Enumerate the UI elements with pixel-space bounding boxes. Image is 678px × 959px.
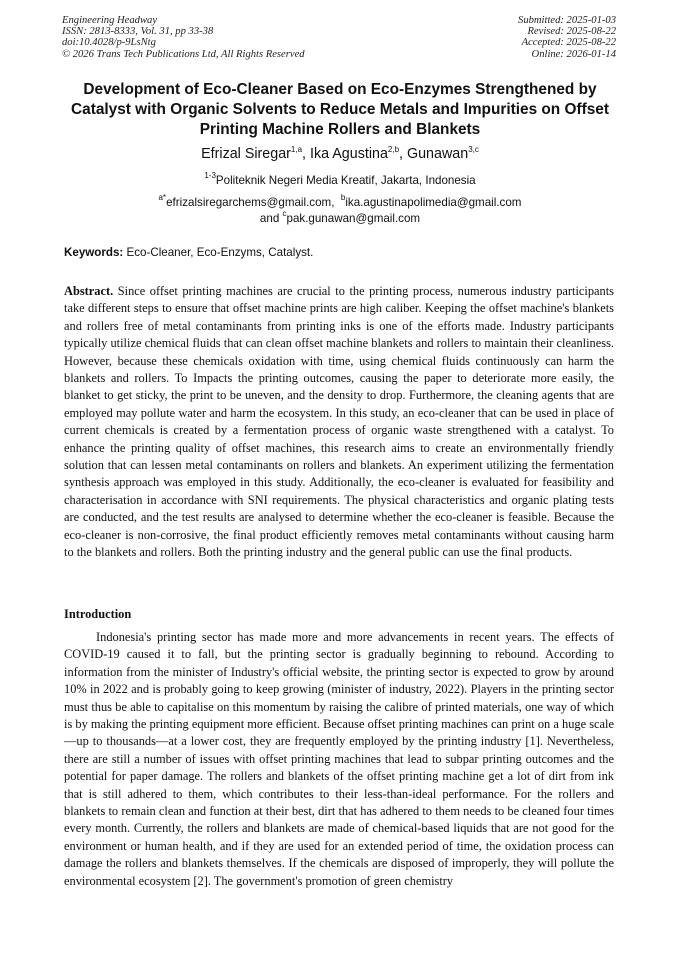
email-link[interactable]: ika.agustinapolimedia@gmail.com bbox=[345, 196, 522, 209]
affiliation-text: Politeknik Negeri Media Kreatif, Jakarta, Indonesia bbox=[215, 174, 476, 187]
introduction-paragraph: Indonesia's printing sector has made more and more advancements in recent years. The effects of COVID-19 caused it to fall, but the printing sector is gradually beginning to rebound. According to information from the minister of Industry's official website, the printing sector is expected to grow by around 10% in 2022 and is probably going to keep growing (minister of industry, 2022). Players in the printing sector must thus be able to capitalise on this momentum by raising the calibre of printed materials, one way of which is by making the printing equipment more efficient. Because offset printing machines can print on a huge scale—up to thousands—at a lower cost, they are frequently employed by the printing industry [1]. Nevertheless, there are still a number of issues with offset printing machines that lead to subpar printing outcomes and the potential for paper damage. The rollers and blankets of the offset printing machine get a lot of dirt from ink that is still adhered to them, which contributes to their less-than-ideal performance. For the rollers and blankets to remain clean and function at their best, dirt that has adhered to them needs to be cleaned four times every month. Currently, the rollers and blankets are made of chemical-based liquids that are not good for the environment or human health, and if they are used for an extended period of time, the oxidation process can damage the rollers and blankets themselves. If the chemicals are disposed of improperly, they will pollute the environmental ecosystem [2]. The government's promotion of green chemistry bbox=[64, 630, 614, 888]
author-name: Ika Agustina bbox=[310, 146, 388, 162]
affiliation bbox=[55, 171, 625, 188]
email-link[interactable]: pak.gunawan@gmail.com bbox=[286, 212, 421, 225]
paper-title: Development of Eco-Cleaner Based on Eco-Enzymes Strengthened by Catalyst with Organic Solvents to Reduce Metals and Impurities on Offset Printing Machine Rollers and Blankets bbox=[71, 81, 609, 138]
affiliation-sup: 1-3 bbox=[204, 171, 216, 180]
author-sup: 1,a bbox=[290, 145, 303, 154]
abstract-text: Since offset printing machines are crucial to the printing process, numerous industry participants take different steps to ensure that offset machine prints are high caliber. Keeping the offset machine's blankets and rollers free of metal contaminants from printing inks is one of the efforts made. Industry participants typically utilize chemical fluids that can clean offset machine blankets and rollers to maintain their cleanliness. However, because these chemicals oxidation with time, using chemical fluids continuously can harm the blankets and rollers. To Impacts the printing outcomes, causing the paper to deteriorate more easily, the blanket to get sticky, the print to be uneven, and the density to drop. Furthermore, the cleaning agents that are employed may pollute water and harm the ecosystem. In this study, an eco-cleaner that can be used in place of current chemicals is created by a fermentation process of organic waste strengthened with a catalyst. To enhance the printing quality of offset machines, this research aims to create an environmentally friendly solution that can lessen metal contaminants on rollers and blankets. An experiment utilizing the fermentation synthesis approach was employed in this study. Additionally, the eco-cleaner is evaluated for feasibility and characterisation in accordance with SNI requirements. The physical characteristics and organic plating tests are conducted, and the test results are analysed to determine whether the eco-cleaner is feasible. Because the eco-cleaner is non-corrosive, the final product efficiently removes metal contaminants without causing harm to the blankets and rollers. Both the printing industry and the general public can use the final products. bbox=[64, 284, 614, 560]
online-date: Online: 2026-01-14 bbox=[531, 48, 616, 60]
keywords-value: Eco-Cleaner, Eco-Enzyms, Catalyst. bbox=[123, 246, 314, 259]
author-name: Efrizal Siregar bbox=[201, 146, 291, 162]
submitted-date: Submitted: 2025-01-03 bbox=[518, 15, 616, 26]
email-link[interactable]: efrizalsiregarchems@gmail.com, bbox=[166, 196, 335, 209]
issn-volume: ISSN: 2813-8333, Vol. 31, pp 33-38 bbox=[62, 26, 214, 38]
copyright: © 2026 Trans Tech Publications Ltd, All Rights Reserved bbox=[62, 48, 305, 60]
author-emails bbox=[55, 195, 625, 227]
author-name: Gunawan bbox=[406, 146, 469, 162]
journal-name: Engineering Headway bbox=[62, 15, 158, 26]
email-conjunction: and bbox=[259, 212, 283, 225]
abstract-label: Abstract. bbox=[64, 284, 114, 298]
author-separator: , bbox=[302, 146, 310, 162]
email-sup: c bbox=[282, 209, 287, 218]
email-sup: a* bbox=[158, 193, 167, 202]
accepted-date: Accepted: 2025-08-22 bbox=[521, 37, 616, 49]
doi[interactable]: doi:10.4028/p-9LsNtg bbox=[62, 37, 156, 49]
email-sup: b bbox=[340, 193, 346, 202]
keywords-label: Keywords: bbox=[64, 246, 124, 259]
author-separator: , bbox=[399, 146, 407, 162]
author-sup: 2,b bbox=[387, 145, 400, 154]
author-list bbox=[55, 145, 625, 163]
author-sup: 3,c bbox=[468, 145, 479, 154]
abstract bbox=[64, 283, 614, 562]
section-heading-introduction: Introduction bbox=[64, 607, 132, 621]
revised-date: Revised: 2025-08-22 bbox=[527, 26, 616, 38]
publication-dates bbox=[518, 15, 616, 60]
journal-info bbox=[62, 15, 305, 60]
keywords bbox=[64, 246, 313, 260]
